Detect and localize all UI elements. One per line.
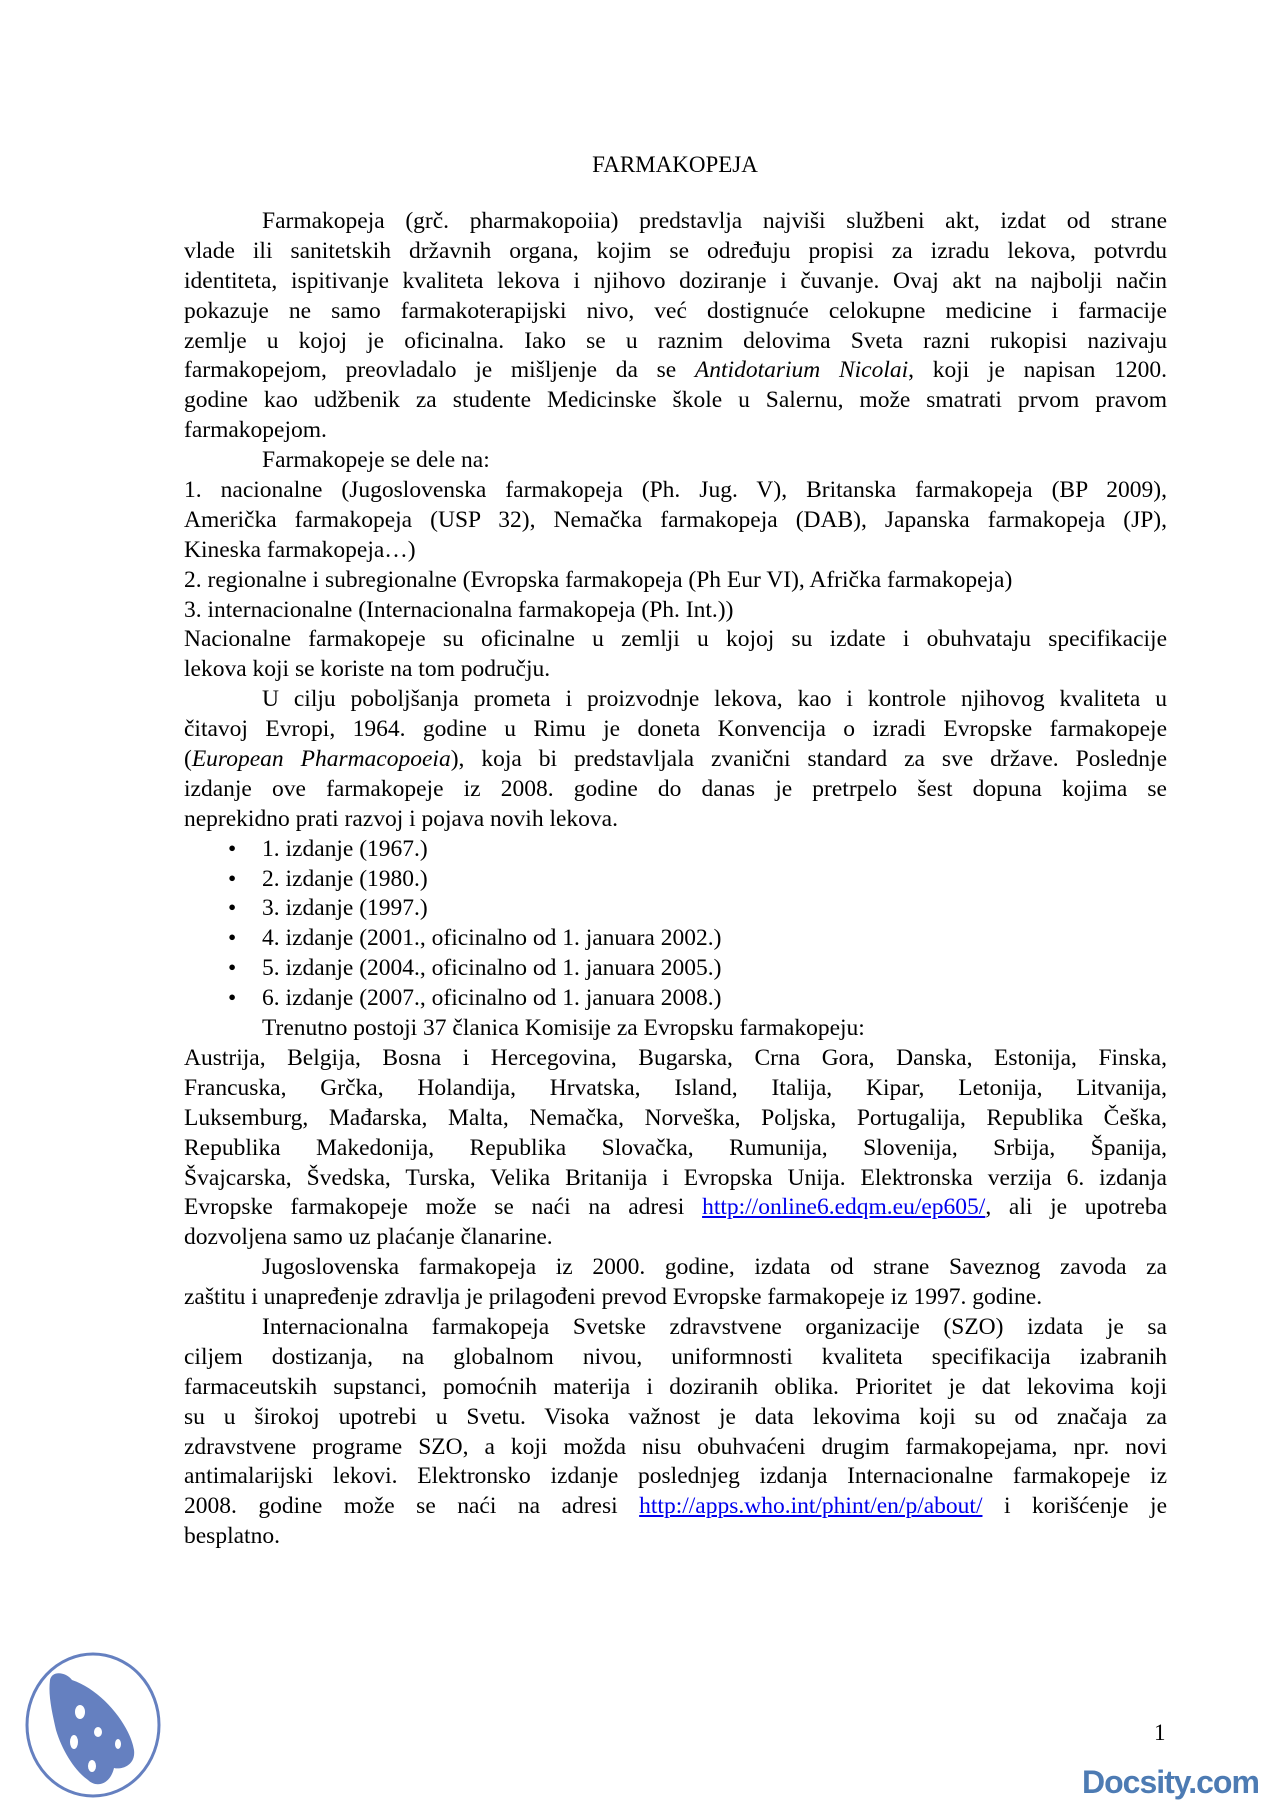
text-line (184, 1283, 1167, 1313)
text-run: Farmakopeje se dele na: (262, 447, 490, 474)
page-number: 1 (1154, 1720, 1166, 1745)
text-line (184, 1104, 1167, 1134)
text-line (184, 1164, 1167, 1194)
text-run: 6. izdanje (2007., oficinalno od 1. januara 2008.) (262, 985, 722, 1012)
text-run: farmaceutskih supstanci, pomoćnih materija i doziranih oblika. Prioritet je dat lekovima koji (184, 1373, 1167, 1400)
text-line (184, 1522, 1167, 1552)
text-run: 4. izdanje (2001., oficinalno od 1. januara 2002.) (262, 925, 722, 952)
bullet-icon: • (228, 865, 237, 892)
text-run: zdravstvene programe SZO, a koji možda nisu obuhvaćeni drugim farmakopejama, npr. novi (184, 1433, 1167, 1460)
text-run: Francuska, Grčka, Holandija, Hrvatska, Island, Italija, Kipar, Letonija, Litvanija, (184, 1074, 1167, 1101)
text-line (184, 715, 1167, 745)
bullet-icon: • (228, 985, 237, 1012)
text-line (184, 1373, 1167, 1403)
text-line (184, 596, 1167, 626)
text-run: Kineska farmakopeja…) (184, 536, 416, 563)
text-line (184, 297, 1167, 327)
list-item (184, 954, 1167, 984)
text-line (184, 536, 1167, 566)
text-line (184, 1044, 1167, 1074)
text-run: i korišćenje je (982, 1493, 1167, 1520)
text-line (184, 267, 1167, 297)
text-line (184, 1403, 1167, 1433)
text-run: Trenutno postoji 37 članica Komisije za Evropsku farmakopeju: (262, 1015, 865, 1042)
text-line (184, 1492, 1167, 1522)
text-line (184, 1253, 1167, 1283)
text-run: Internacionalna farmakopeja Svetske zdravstvene organizacije (SZO) izdata je sa (262, 1313, 1167, 1340)
text-run: godine kao udžbenik za studente Medicinske škole u Salernu, može smatrati prvom pravom (184, 387, 1167, 414)
text-line (184, 386, 1167, 416)
text-line (184, 1074, 1167, 1104)
hyperlink[interactable]: http://apps.who.int/phint/en/p/about/ (639, 1493, 983, 1520)
text-line (184, 1223, 1167, 1253)
docsity-logo-icon (22, 1650, 164, 1800)
docsity-brand[interactable]: Docsity.com (1082, 1764, 1259, 1800)
text-run: čitavoj Evropi, 1964. godine u Rimu je doneta Konvencija o izradi Evropske farmakopeje (184, 716, 1167, 743)
text-line (184, 356, 1167, 386)
text-run: 1. izdanje (1967.) (262, 835, 428, 862)
text-line (184, 476, 1167, 506)
text-run: Austrija, Belgija, Bosna i Hercegovina, Bugarska, Crna Gora, Danska, Estonija, Finska, (184, 1044, 1167, 1071)
text-run: ciljem dostizanja, na globalnom nivou, uniformnosti kvaliteta specifikacija izabranih (184, 1343, 1167, 1370)
text-run: dozvoljena samo uz plaćanje članarine. (184, 1224, 553, 1251)
document-body (184, 207, 1167, 1552)
list-item (184, 865, 1167, 895)
text-line (184, 416, 1167, 446)
text-run: 2. izdanje (1980.) (262, 865, 428, 892)
hyperlink[interactable]: http://online6.edqm.eu/ep605/ (702, 1194, 986, 1221)
text-run: 2008. godine može se naći na adresi (184, 1493, 640, 1520)
text-run: Evropske farmakopeje može se naći na adresi (184, 1194, 703, 1221)
text-run: Jugoslovenska farmakopeja iz 2000. godine, izdata od strane Saveznog zavoda za (262, 1254, 1167, 1281)
text-run: zemlje u kojoj je oficinalna. Iako se u raznim delovima Sveta razni rukopisi nazivaju (184, 327, 1167, 354)
text-run: Luksemburg, Mađarska, Malta, Nemačka, Norveška, Poljska, Portugalija, Republika Češka, (184, 1104, 1167, 1131)
text-run: pokazuje ne samo farmakoterapijski nivo, već dostignuće celokupne medicine i farmacije (184, 297, 1167, 324)
text-line (184, 566, 1167, 596)
text-line (184, 1433, 1167, 1463)
text-line (184, 1313, 1167, 1343)
text-run: 1. nacionalne (Jugoslovenska farmakopeja (Ph. Jug. V), Britanska farmakopeja (BP 2009), (184, 477, 1167, 504)
list-item (184, 835, 1167, 865)
text-run: izdanje ove farmakopeje iz 2008. godine do danas je pretrpelo šest dopuna kojima se (184, 775, 1167, 802)
text-run: U cilju poboljšanja prometa i proizvodnje lekova, kao i kontrole njihovog kvaliteta u (262, 686, 1167, 713)
text-run: farmakopejom. (184, 417, 327, 444)
bullet-icon: • (228, 835, 237, 862)
text-run: , koji je napisan 1200. (908, 357, 1167, 384)
text-line (184, 1134, 1167, 1164)
text-line (184, 655, 1167, 685)
text-run: antimalarijski lekovi. Elektronsko izdanje poslednjeg izdanja Internacionalne farmakopeje iz (184, 1463, 1167, 1490)
italic-text: Antidotarium Nicolai (694, 357, 909, 384)
text-line (184, 327, 1167, 357)
text-run: lekova koji se koriste na tom području. (184, 656, 551, 683)
text-line (184, 506, 1167, 536)
text-run: 3. izdanje (1997.) (262, 895, 428, 922)
text-line (184, 237, 1167, 267)
text-run: Republika Makedonija, Republika Slovačka, Rumunija, Slovenija, Srbija, Španija, (184, 1134, 1167, 1161)
text-run: 3. internacionalne (Internacionalna farmakopeja (Ph. Int.)) (184, 596, 734, 623)
text-run: Nacionalne farmakopeje su oficinalne u zemlji u kojoj su izdate i obuhvataju specifikacije (184, 626, 1167, 653)
text-run: farmakopejom, preovladalo je mišljenje da se (184, 357, 695, 384)
text-line (184, 207, 1167, 237)
text-line (184, 1014, 1167, 1044)
text-line (184, 1462, 1167, 1492)
text-line (184, 805, 1167, 835)
bullet-icon: • (228, 955, 237, 982)
list-item (184, 894, 1167, 924)
text-run: identiteta, ispitivanje kvaliteta lekova i njihovo doziranje i čuvanje. Ovaj akt na najbolji način (184, 267, 1167, 294)
text-run: Švajcarska, Švedska, Turska, Velika Britanija i Evropska Unija. Elektronska verzija 6. izdanja (184, 1164, 1167, 1191)
text-line (184, 1193, 1167, 1223)
text-run: zaštitu i unapređenje zdravlja je prilagođeni prevod Evropske farmakopeje iz 1997. godine. (184, 1284, 1043, 1311)
text-run: ( (184, 746, 192, 773)
text-line (184, 446, 1167, 476)
text-run: 5. izdanje (2004., oficinalno od 1. januara 2005.) (262, 955, 722, 982)
document-title: FARMAKOPEJA (592, 152, 758, 177)
text-line (184, 685, 1167, 715)
text-run: , ali je upotreba (985, 1194, 1167, 1221)
text-run: vlade ili sanitetskih državnih organa, kojim se određuju propisi za izradu lekova, potvrdu (184, 237, 1167, 264)
bullet-icon: • (228, 895, 237, 922)
list-item (184, 984, 1167, 1014)
text-run: 2. regionalne i subregionalne (Evropska farmakopeja (Ph Eur VI), Afrička farmakopeja) (184, 566, 1013, 593)
text-line (184, 625, 1167, 655)
italic-text: European Pharmacopoeia (191, 746, 451, 773)
text-run: ), koja bi predstavljala zvanični standard za sve države. Poslednje (450, 746, 1167, 773)
text-run: Farmakopeja (grč. pharmakopoiia) predstavlja najviši službeni akt, izdat od strane (262, 208, 1167, 234)
text-run: neprekidno prati razvoj i pojava novih lekova. (184, 805, 618, 832)
text-line (184, 745, 1167, 775)
text-run: Američka farmakopeja (USP 32), Nemačka farmakopeja (DAB), Japanska farmakopeja (JP), (184, 506, 1167, 533)
text-line (184, 1343, 1167, 1373)
text-run: besplatno. (184, 1523, 280, 1550)
text-line (184, 775, 1167, 805)
text-run: su u širokoj upotrebi u Svetu. Visoka važnost je data lekovima koji su od značaja za (184, 1403, 1167, 1430)
list-item (184, 924, 1167, 954)
bullet-icon: • (228, 925, 237, 952)
